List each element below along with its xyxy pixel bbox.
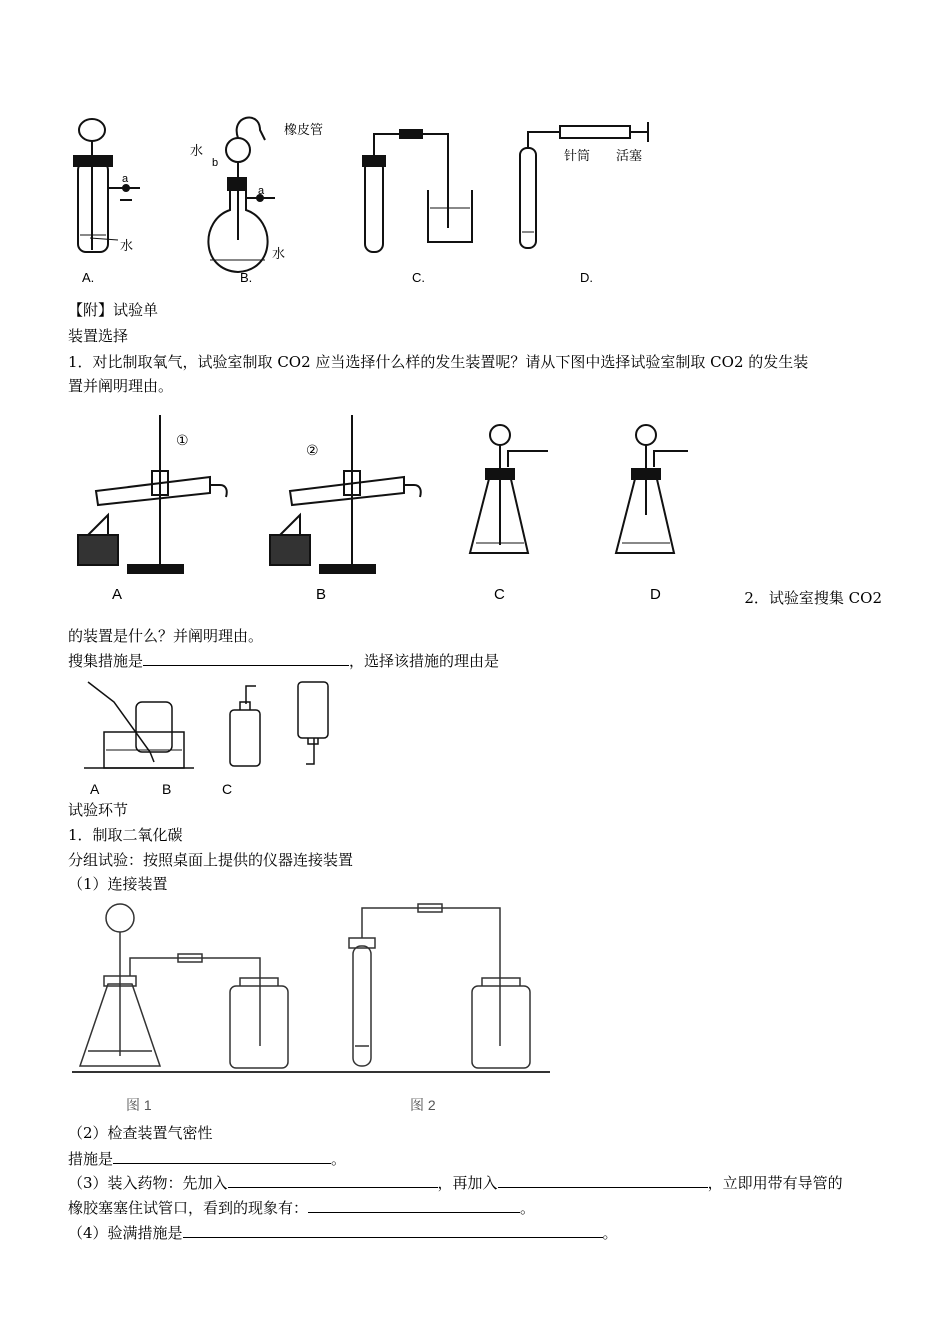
collect-suffix: ，选择该措施的理由是: [349, 652, 500, 670]
first-reagent-blank[interactable]: [228, 1172, 438, 1188]
period-2: 。: [520, 1199, 536, 1217]
sub-step-4-line: [68, 1222, 618, 1243]
caption-b: B.: [240, 270, 253, 285]
airtightness-method-line: [68, 1148, 346, 1169]
label-water-a: 水: [120, 238, 134, 253]
label-b: b: [212, 157, 219, 169]
gen-caption-b: B: [316, 586, 327, 603]
label-a-2: a: [258, 185, 265, 197]
collect-method-blank[interactable]: [143, 650, 349, 666]
gen-caption-c: C: [494, 586, 505, 603]
full-check-blank[interactable]: [183, 1222, 603, 1238]
sub-step-3-prefix: （3）装入药物：先加入: [68, 1174, 228, 1192]
section-device-selection: 装置选择: [68, 327, 129, 345]
sub-step-1: （1）连接装置: [68, 875, 168, 893]
sub-step-3-mid: ，再加入: [437, 1174, 498, 1192]
apparatus-figure-top: [60, 100, 680, 295]
sub-step-2: （2）检查装置气密性: [68, 1124, 213, 1142]
heading-appendix: 【附】试验单: [68, 301, 159, 319]
marker-2: ②: [306, 442, 319, 458]
collect-caption-c: C: [222, 781, 233, 797]
caption-a: A.: [82, 270, 95, 285]
step-1-title: 1．制取二氧化碳: [68, 826, 183, 844]
question-1-line-2: 置并阐明理由。: [68, 377, 174, 395]
sub-step-3-suffix: ，立即用带有导管的: [707, 1174, 843, 1192]
fig-caption-1: 图 1: [126, 1097, 152, 1113]
caption-c: C.: [412, 270, 425, 285]
question-2-part-1: 2．试验室搜集 CO2: [744, 589, 882, 607]
label-water-b: 水: [272, 246, 286, 261]
label-water-b-top: 水: [190, 143, 204, 158]
period-1: 。: [331, 1150, 347, 1168]
collect-caption-b: B: [162, 781, 172, 797]
collection-apparatus-figure: [84, 672, 354, 800]
period-3: 。: [602, 1224, 618, 1242]
fig-caption-2: 图 2: [410, 1097, 436, 1113]
sub-step-4-prefix: （4）验满措施是: [68, 1224, 183, 1242]
group-experiment-text: 分组试验：按照桌面上提供的仪器连接装置: [68, 851, 354, 869]
sub-step-3-line-1: [68, 1172, 843, 1193]
sub-step-3-line-2: [68, 1197, 535, 1218]
method-prefix: 措施是: [68, 1150, 114, 1168]
airtightness-blank[interactable]: [113, 1148, 331, 1164]
question-1-line-1: 1．对比制取氧气，试验室制取 CO2 应当选择什么样的发生装置呢？请从下图中选择试验室制取 CO2 的发生装: [68, 353, 809, 371]
label-rubber-tube: 橡皮管: [284, 122, 324, 137]
phenomenon-blank[interactable]: [308, 1197, 520, 1213]
question-2-part-2: 的装置是什么？并阐明理由。: [68, 627, 264, 645]
collect-caption-a: A: [90, 781, 100, 797]
sub-step-3-line-2-prefix: 橡胶塞塞住试管口，看到的现象有：: [68, 1199, 309, 1217]
marker-1: ①: [176, 432, 189, 448]
gen-caption-a: A: [112, 586, 123, 603]
generator-apparatus-figure: [68, 405, 693, 605]
label-needle: 针筒: [564, 148, 591, 163]
label-a-1: a: [122, 173, 129, 185]
caption-d: D.: [580, 270, 593, 285]
label-piston: 活塞: [616, 148, 643, 163]
collect-method-line: [68, 650, 499, 671]
connection-apparatus-figure: [68, 896, 558, 1118]
collect-prefix: 搜集措施是: [68, 652, 144, 670]
section-experiment-steps: 试验环节: [68, 801, 129, 819]
gen-caption-d: D: [650, 586, 661, 603]
second-reagent-blank[interactable]: [498, 1172, 708, 1188]
